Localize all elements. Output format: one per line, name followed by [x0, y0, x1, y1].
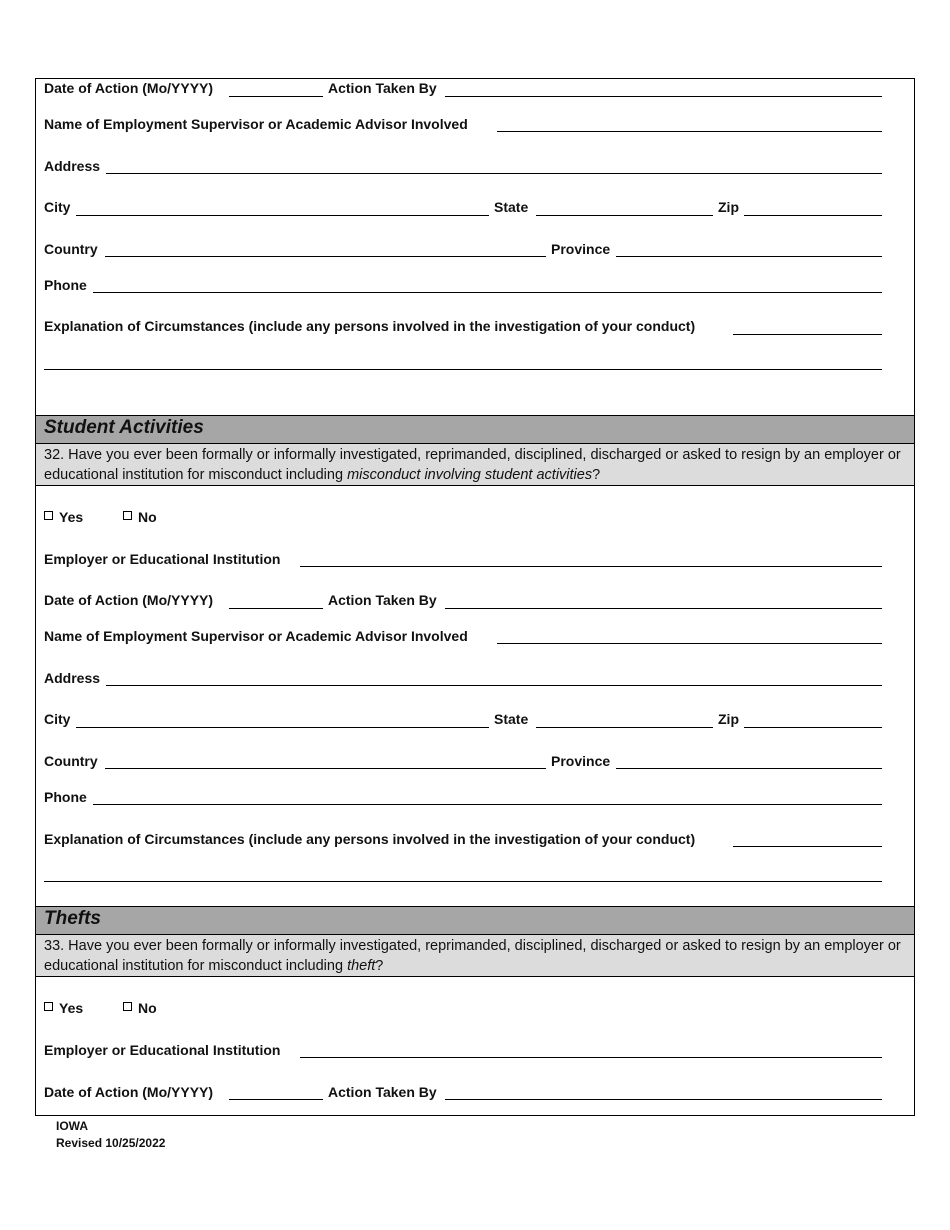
city-field[interactable]: [76, 215, 489, 216]
action-taken-by-field[interactable]: [445, 96, 882, 97]
question-text: 32. Have you ever been formally or informally investigated, reprimanded, disciplined, discharged or asked to resign by an employer or educational institution for misconduct including: [44, 447, 901, 483]
city-label: City: [44, 199, 71, 215]
supervisor-label: Name of Employment Supervisor or Academic Advisor Involved: [44, 116, 468, 132]
form-page: [35, 78, 915, 1116]
state-field[interactable]: [536, 727, 713, 728]
city-field[interactable]: [76, 727, 489, 728]
state-label: State: [494, 711, 529, 727]
supervisor-field[interactable]: [497, 643, 882, 644]
date-of-action-label: Date of Action (Mo/YYYY): [44, 80, 214, 96]
action-taken-by-label: Action Taken By: [328, 80, 437, 96]
zip-label: Zip: [718, 199, 739, 215]
no-label: No: [138, 1000, 157, 1016]
explanation-field-line-2[interactable]: [44, 369, 882, 370]
footer-revised: Revised 10/25/2022: [56, 1136, 166, 1150]
action-taken-by-field[interactable]: [445, 1099, 882, 1100]
explanation-field[interactable]: [733, 334, 882, 335]
employer-label: Employer or Educational Institution: [44, 1042, 281, 1058]
explanation-label: Explanation of Circumstances (include any persons involved in the investigation of your conduct): [44, 318, 696, 334]
question-end: ?: [592, 467, 601, 483]
zip-field[interactable]: [744, 727, 882, 728]
question-end: ?: [375, 958, 384, 974]
question-text: 33. Have you ever been formally or informally investigated, reprimanded, disciplined, discharged or asked to resign by an employer or educational institution for misconduct including: [44, 938, 901, 974]
checkbox-icon: [123, 1002, 132, 1011]
checkbox-icon: [44, 511, 53, 520]
section-header-student-activities: [36, 415, 914, 444]
phone-field[interactable]: [93, 804, 882, 805]
zip-field[interactable]: [744, 215, 882, 216]
yes-checkbox[interactable]: [44, 999, 83, 1017]
employer-field[interactable]: [300, 1057, 882, 1058]
phone-label: Phone: [44, 789, 87, 805]
action-taken-by-label: Action Taken By: [328, 592, 437, 608]
no-checkbox[interactable]: [123, 999, 157, 1017]
yes-label: Yes: [59, 509, 84, 525]
date-of-action-label: Date of Action (Mo/YYYY): [44, 592, 214, 608]
question-32: [36, 444, 914, 486]
yes-checkbox[interactable]: [44, 508, 83, 526]
date-of-action-field[interactable]: [229, 96, 323, 97]
employer-label: Employer or Educational Institution: [44, 551, 281, 567]
question-emphasis: misconduct involving student activities: [347, 467, 593, 483]
section-title: Student Activities: [44, 417, 204, 438]
explanation-label: Explanation of Circumstances (include any persons involved in the investigation of your conduct): [44, 831, 696, 847]
country-label: Country: [44, 241, 98, 257]
yes-label: Yes: [59, 1000, 84, 1016]
province-field[interactable]: [616, 256, 882, 257]
supervisor-label: Name of Employment Supervisor or Academic Advisor Involved: [44, 628, 468, 644]
date-of-action-field[interactable]: [229, 608, 323, 609]
state-field[interactable]: [536, 215, 713, 216]
section-header-thefts: [36, 906, 914, 935]
checkbox-icon: [123, 511, 132, 520]
supervisor-field[interactable]: [497, 131, 882, 132]
address-label: Address: [44, 158, 101, 174]
date-of-action-field[interactable]: [229, 1099, 323, 1100]
explanation-field[interactable]: [733, 846, 882, 847]
date-of-action-label: Date of Action (Mo/YYYY): [44, 1084, 214, 1100]
question-33: [36, 935, 914, 977]
employer-field[interactable]: [300, 566, 882, 567]
province-label: Province: [551, 241, 611, 257]
footer-state: IOWA: [56, 1119, 88, 1133]
province-label: Province: [551, 753, 611, 769]
country-field[interactable]: [105, 256, 546, 257]
footer: [56, 1118, 165, 1152]
section-title: Thefts: [44, 908, 101, 929]
phone-field[interactable]: [93, 292, 882, 293]
no-label: No: [138, 509, 157, 525]
checkbox-icon: [44, 1002, 53, 1011]
address-field[interactable]: [106, 173, 882, 174]
country-label: Country: [44, 753, 98, 769]
country-field[interactable]: [105, 768, 546, 769]
city-label: City: [44, 711, 71, 727]
zip-label: Zip: [718, 711, 739, 727]
action-taken-by-field[interactable]: [445, 608, 882, 609]
address-field[interactable]: [106, 685, 882, 686]
action-taken-by-label: Action Taken By: [328, 1084, 437, 1100]
address-label: Address: [44, 670, 101, 686]
explanation-field-line-2[interactable]: [44, 881, 882, 882]
no-checkbox[interactable]: [123, 508, 157, 526]
phone-label: Phone: [44, 277, 87, 293]
question-emphasis: theft: [347, 958, 376, 974]
state-label: State: [494, 199, 529, 215]
province-field[interactable]: [616, 768, 882, 769]
